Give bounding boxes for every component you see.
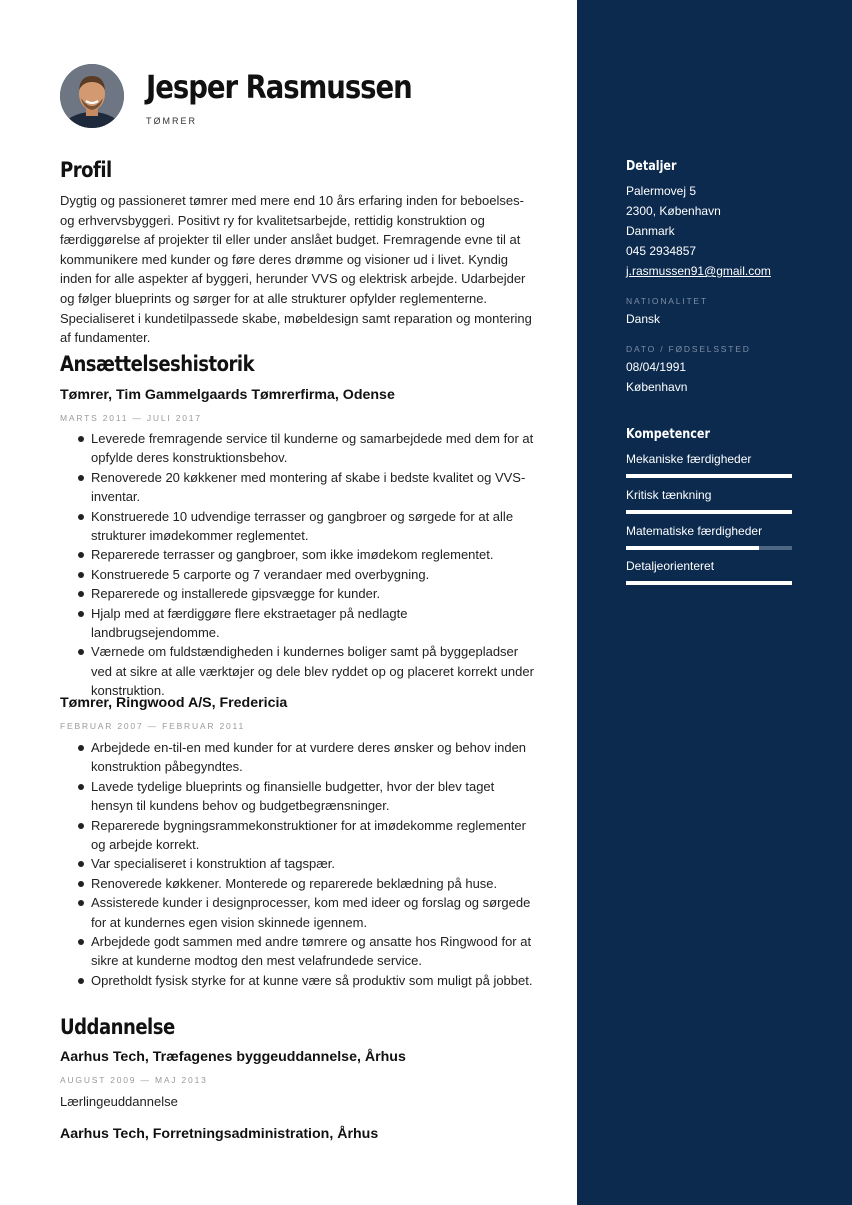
list-item: Konstruerede 5 carporte og 7 verandaer med overbygning. (60, 565, 536, 584)
skill-name: Detaljeorienteret (626, 559, 715, 573)
nationality: Dansk (626, 312, 661, 326)
list-item: Arbejdede godt sammen med andre tømrere og ansatte hos Ringwood for at sikre at kunderne modtog den mest velafrundede service. (60, 932, 536, 971)
skill-bar (626, 474, 792, 478)
list-item: Reparerede og installerede gipsvægge for kunder. (60, 584, 536, 603)
list-item: Reparerede bygningsrammekonstruktioner for at imødekomme reglementer og arbejde korrekt. (60, 816, 536, 855)
list-item: Assisterede kunder i designprocesser, kom med ideer og forslag og sørgede for at kundernes egen vision skinnede igennem. (60, 893, 536, 932)
job-title: Tømrer, Tim Gammelgaards Tømrerfirma, Odense (60, 387, 395, 403)
job-dates: FEBRUAR 2007 — FEBRUAR 2011 (60, 721, 245, 731)
job-title: Tømrer, Ringwood A/S, Fredericia (60, 695, 288, 711)
skill-bar-fill (626, 581, 792, 585)
list-item: Renoverede 20 køkkener med montering af skabe i bedste kvalitet og VVS-inventar. (60, 468, 536, 507)
skill-bar-fill (626, 510, 792, 514)
candidate-title: TØMRER (146, 116, 197, 126)
list-item: Reparerede terrasser og gangbroer, som ikke imødekom reglementet. (60, 545, 536, 564)
skill-bar-fill (626, 474, 792, 478)
birth-place: København (626, 380, 688, 394)
skill-item (626, 559, 792, 585)
education-title: Aarhus Tech, Forretningsadministration, Århus (60, 1126, 379, 1142)
skill-item (626, 452, 792, 478)
skill-name: Kritisk tænkning (626, 488, 712, 502)
skills-heading: Kompetencer (626, 427, 710, 442)
skill-name: Matematiske færdigheder (626, 524, 763, 538)
profile-text: Dygtig og passioneret tømrer med mere end 10 års erfaring inden for beboelses- og erhvervsbyggeri. Positivt ry for kvalitetsarbejde, rettidig konstruktion og færdiggørelse af projekter til eller under anslået budget. Fremragende evne til at kommunikere med kunder og føre deres drømme og visioner ud i livet. Kyndig inden for alle aspekter af byggeri, herunder VVS og elektrisk arbejde. Udarbejder og følger blueprints og sørger for at alle strukturer opfylder reglementerne. Specialiseret i kundetilpassede skabe, møbeldesign samt reparation og montering af fundamenter. (60, 193, 532, 346)
education-title: Aarhus Tech, Træfagenes byggeuddannelse, Århus (60, 1049, 406, 1065)
details-heading: Detaljer (626, 159, 677, 174)
address-line: 2300, København (626, 204, 721, 218)
resume-header (60, 64, 540, 130)
candidate-name: Jesper Rasmussen (146, 68, 412, 106)
list-item: Lavede tydelige blueprints og finansielle budgetter, hvor der blev taget hensyn til kundens behov og budgetbegrænsninger. (60, 777, 536, 816)
job-dates: MARTS 2011 — JULI 2017 (60, 413, 202, 423)
education-subtitle: Lærlingeuddannelse (60, 1094, 178, 1109)
country: Danmark (626, 224, 675, 238)
list-item: Arbejdede en-til-en med kunder for at vurdere deres ønsker og behov inden konstruktion påbegyndtes. (60, 738, 536, 777)
skill-item (626, 524, 792, 550)
education-heading: Uddannelse (60, 1015, 175, 1039)
list-item: Konstruerede 10 udvendige terrasser og gangbroer og sørgede for at alle strukturer imødekommer reglementet. (60, 507, 536, 546)
education-dates: AUGUST 2009 — MAJ 2013 (60, 1075, 208, 1085)
job-bullets (60, 429, 536, 701)
employment-heading: Ansættelseshistorik (60, 352, 255, 376)
skill-bar-fill (626, 546, 759, 550)
job-bullets (60, 738, 536, 990)
list-item: Hjalp med at færdiggøre flere ekstraetager på nedlagte landbrugsejendomme. (60, 604, 536, 643)
skill-bar (626, 546, 792, 550)
nationality-label: NATIONALITET (626, 296, 708, 306)
skill-bar (626, 581, 792, 585)
birth-date: 08/04/1991 (626, 360, 687, 374)
profile-heading: Profil (60, 158, 112, 182)
address-line: Palermovej 5 (626, 184, 697, 198)
birth-label: DATO / FØDSELSSTED (626, 344, 751, 354)
avatar (60, 64, 124, 128)
list-item: Renoverede køkkener. Monterede og reparerede beklædning på huse. (60, 874, 536, 893)
list-item: Var specialiseret i konstruktion af tagspær. (60, 854, 536, 873)
sidebar (577, 0, 852, 1205)
list-item: Leverede fremragende service til kunderne og samarbejdede med dem for at opfylde deres konstruktionsbehov. (60, 429, 536, 468)
skill-bar (626, 510, 792, 514)
phone: 045 2934857 (626, 244, 697, 258)
email-link[interactable]: j.rasmussen91@gmail.com (626, 264, 771, 278)
skill-name: Mekaniske færdigheder (626, 452, 752, 466)
list-item: Værnede om fuldstændigheden i kundernes boliger samt på byggepladser ved at sikre at alle værktøjer og dele blev ryddet op og placeret korrekt under konstruktion. (60, 642, 536, 700)
list-item: Opretholdt fysisk styrke for at kunne være så produktiv som muligt på jobbet. (60, 971, 536, 990)
skill-item (626, 488, 792, 514)
